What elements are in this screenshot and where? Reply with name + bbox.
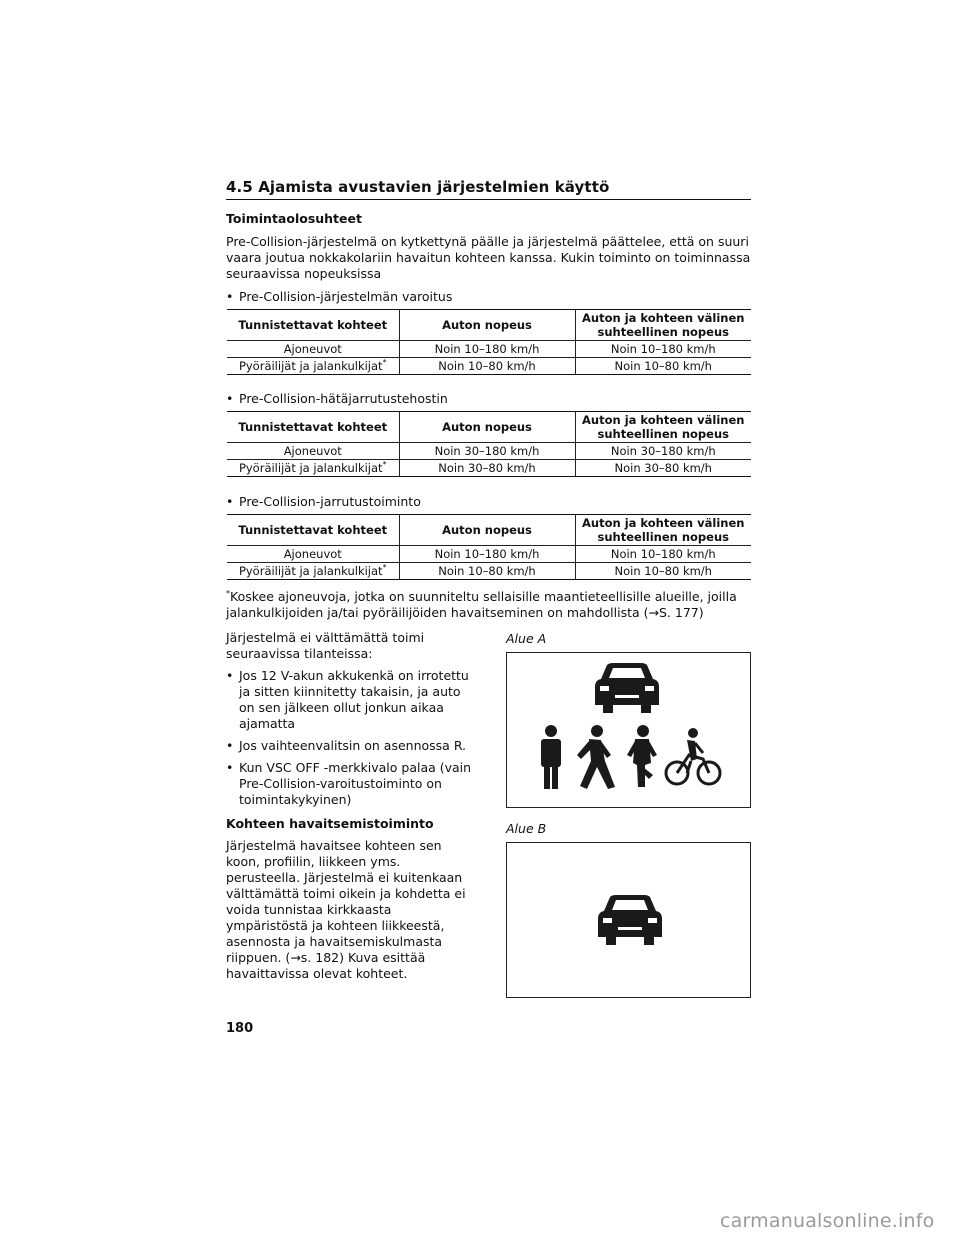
- col-header-targets: Tunnistettavat kohteet: [227, 515, 399, 546]
- not-operating-intro: Järjestelmä ei välttämättä toimi seuraavissa tilanteissa:: [226, 630, 425, 661]
- col-header-targets: Tunnistettavat kohteet: [227, 310, 399, 341]
- intro-paragraph: Pre-Collision-järjestelmä on kytkettynä päälle ja järjestelmä päättelee, että on suuri vaara joutua nokkakolariin havaitun kohteen kanssa. Kukin toiminto on toiminnassa seuraavissa nopeuksissa: [226, 234, 751, 281]
- table-cell: Noin 30–80 km/h: [575, 460, 751, 477]
- left-column: [226, 630, 474, 982]
- table-row: [227, 460, 751, 477]
- heading-operating-conditions: Toimintaolosuhteet: [226, 211, 362, 226]
- table-cell: Noin 30–180 km/h: [575, 443, 751, 460]
- footnote-mark: *: [382, 460, 387, 470]
- footnote: [226, 589, 751, 621]
- car-icon: [595, 663, 659, 713]
- table-cell: Ajoneuvot: [227, 443, 399, 460]
- table-cell: [227, 358, 399, 375]
- list-item: • Kun VSC OFF -merkkivalo palaa (vain Pre-Collision-varoitustoiminto on toimintakykyinen): [226, 760, 474, 808]
- col-header-relative-speed: Auton ja kohteen välinen suhteellinen nopeus: [575, 515, 751, 546]
- figure-a-drawing: [507, 653, 750, 807]
- col-header-targets: Tunnistettavat kohteet: [227, 412, 399, 443]
- col-header-speed: Auton nopeus: [399, 310, 575, 341]
- cyclist-icon: [666, 728, 720, 784]
- col-header-relative-speed: Auton ja kohteen välinen suhteellinen nopeus: [575, 310, 751, 341]
- table-cell: Noin 30–180 km/h: [399, 443, 575, 460]
- spec-table-brake-assist: [227, 411, 751, 477]
- table-row: [227, 341, 751, 358]
- spec-table-braking: [227, 514, 751, 580]
- table-caption-braking: • Pre-Collision-jarrutustoiminto: [226, 494, 421, 510]
- table-row: [227, 443, 751, 460]
- figure-area-b: [506, 842, 751, 998]
- table-cell: Noin 10–180 km/h: [399, 546, 575, 563]
- cell-text: Pyöräilijät ja jalankulkijat: [238, 359, 383, 373]
- figure-area-a: [506, 652, 751, 808]
- list-item: • Jos 12 V-akun akkukenkä on irrotettu ja sitten kiinnitetty takaisin, ja auto on sen jälkeen ollut jonkun aikaa ajamatta: [226, 668, 474, 732]
- table-cell: Noin 10–80 km/h: [399, 358, 575, 375]
- car-icon: [598, 895, 662, 945]
- heading-detection: Kohteen havaitsemistoiminto: [226, 816, 434, 831]
- pedestrian-running-icon: [627, 725, 657, 787]
- footnote-mark: *: [382, 358, 387, 368]
- footnote-mark: *: [382, 563, 387, 573]
- pedestrian-walking-icon: [577, 725, 615, 789]
- pedestrian-standing-icon: [541, 725, 561, 789]
- col-header-relative-speed: Auton ja kohteen välinen suhteellinen nopeus: [575, 412, 751, 443]
- cell-text: Pyöräilijät ja jalankulkijat: [238, 461, 383, 475]
- table-cell: Noin 10–80 km/h: [575, 563, 751, 580]
- list-item: • Jos vaihteenvalitsin on asennossa R.: [226, 738, 474, 754]
- spec-table-warning: [227, 309, 751, 375]
- col-header-speed: Auton nopeus: [399, 412, 575, 443]
- table-cell: Noin 10–180 km/h: [575, 341, 751, 358]
- section-title: 4.5 Ajamista avustavien järjestelmien käyttö: [226, 178, 751, 200]
- table-cell: Noin 10–180 km/h: [575, 546, 751, 563]
- table-caption-warning: • Pre-Collision-järjestelmän varoitus: [226, 289, 452, 305]
- table-cell: Ajoneuvot: [227, 341, 399, 358]
- table-cell: [227, 563, 399, 580]
- footnote-text: Koskee ajoneuvoja, jotka on suunniteltu sellaisille maantieteellisille alueille, joilla jalankulkijoiden ja/tai pyöräilijöiden havaitseminen on mahdollista (→S. 177): [226, 589, 737, 620]
- table-cell: [227, 460, 399, 477]
- table-row: [227, 563, 751, 580]
- page-number: 180: [226, 1021, 254, 1036]
- table-cell: Noin 10–80 km/h: [575, 358, 751, 375]
- table-row: [227, 358, 751, 375]
- col-header-speed: Auton nopeus: [399, 515, 575, 546]
- table-cell: Noin 10–80 km/h: [399, 563, 575, 580]
- cell-text: Pyöräilijät ja jalankulkijat: [238, 564, 383, 578]
- table-cell: Ajoneuvot: [227, 546, 399, 563]
- table-row: [227, 546, 751, 563]
- figure-a-label: Alue A: [506, 631, 547, 646]
- footnote-mark: *: [226, 588, 230, 598]
- table-cell: Noin 30–80 km/h: [399, 460, 575, 477]
- table-caption-emergency-brake-assist: • Pre-Collision-hätäjarrutustehostin: [226, 391, 448, 407]
- watermark: carmanualsonline.info: [720, 1210, 935, 1232]
- table-cell: Noin 10–180 km/h: [399, 341, 575, 358]
- figure-b-drawing: [507, 843, 750, 997]
- figure-b-label: Alue B: [506, 821, 547, 836]
- detection-paragraph: Järjestelmä havaitsee kohteen sen koon, profiilin, liikkeen yms. perusteella. Järjestelmä ei kuitenkaan välttämättä toimi oikein ja kohdetta ei voida tunnistaa kirkkaasta ympäristöstä ja kohteen liikkeestä, asennosta ja havaitsemiskulmasta riippuen. (→s. 182) Kuva esittää havaittavissa olevat kohteet.: [226, 838, 466, 981]
